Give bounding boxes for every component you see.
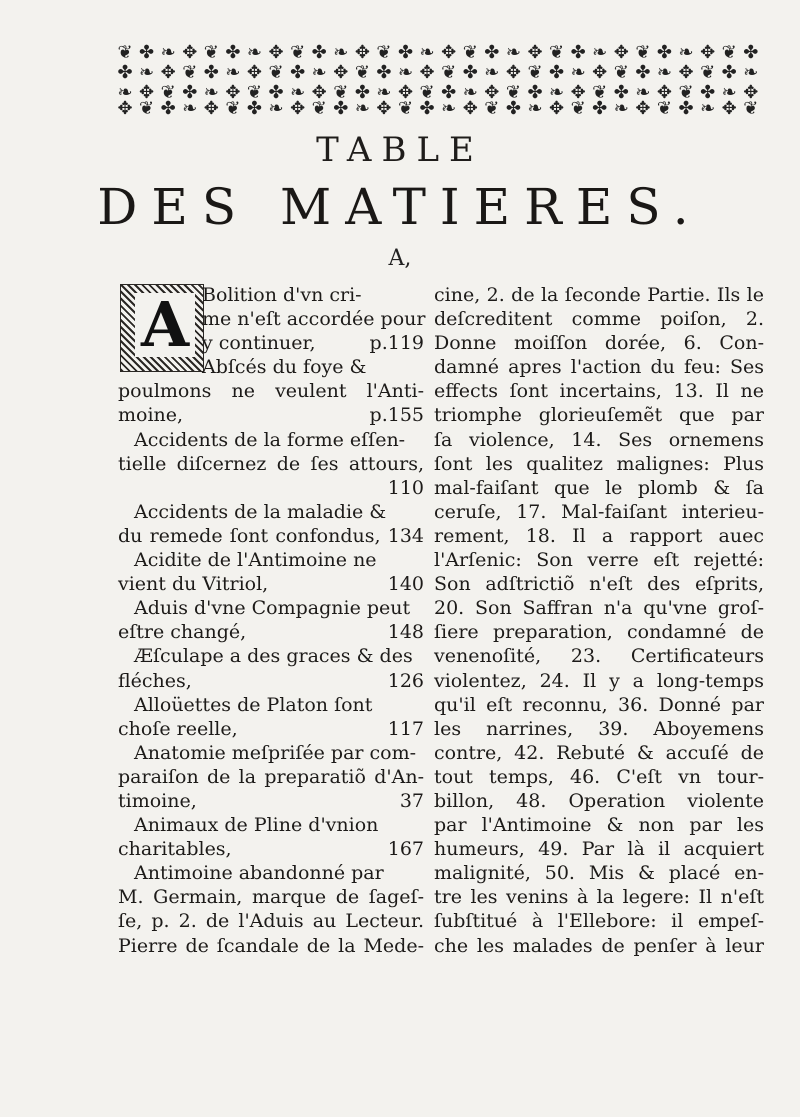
ornament-glyph: ✥ [549, 98, 565, 118]
ornament-glyph: ❦ [656, 98, 672, 118]
ornament-glyph: ❧ [419, 42, 435, 63]
section-letter: A, [388, 246, 412, 271]
ornament-glyph: ❧ [656, 62, 672, 83]
ornament-glyph: ✤ [290, 62, 306, 83]
ornament-glyph: ✥ [462, 98, 478, 118]
ornament-glyph: ❦ [290, 42, 306, 63]
index-entry-line: tout temps, 46. C'eſt vn tour- [434, 765, 764, 788]
left-column [118, 283, 424, 958]
ornament-glyph: ❦ [246, 82, 263, 103]
index-entry-line: deſcreditent comme poiſon, 2. [434, 308, 764, 331]
index-entry-line: ceruſe, 17. Mal-faiſant interieu- [434, 500, 764, 523]
index-entry-line: Aduis d'vne Compagnie peut [134, 597, 411, 620]
ornament-glyph: ✤ [700, 82, 716, 103]
ornament-glyph: ❦ [721, 42, 737, 63]
index-entry-line: rement, 18. Il a rapport auec [434, 524, 764, 547]
drop-cap-letter: A [135, 293, 195, 357]
ornament-glyph: ✤ [462, 62, 478, 83]
entry-text: moine, [118, 404, 184, 427]
ornament-glyph: ❧ [311, 62, 327, 83]
page-number: p.155 [369, 404, 424, 427]
index-entry-line: tre les venins à la legere: Il n'eſt [434, 886, 764, 909]
ornament-glyph: ❦ [117, 42, 133, 63]
index-entry-line: tielle diſcernez de ſes attours, [118, 452, 424, 475]
entry-text: fléches, [118, 669, 192, 692]
ornament-glyph: ❦ [527, 62, 543, 83]
ornament-glyph: ✤ [484, 42, 500, 63]
ornament-glyph: ✥ [527, 42, 543, 63]
index-entry-line [118, 837, 424, 861]
ornament-glyph: ❦ [182, 62, 198, 83]
ornament-glyph: ✤ [311, 42, 327, 63]
ornament-glyph: ❧ [700, 98, 716, 118]
ornament-glyph: ✤ [268, 82, 284, 103]
ornament-glyph: ❧ [592, 42, 608, 63]
ornament-glyph: ✥ [635, 98, 651, 118]
ornament-glyph: ❧ [441, 98, 457, 118]
index-entry-line [118, 572, 424, 596]
index-entry-line: che les malades de penſer à leur [434, 934, 764, 957]
ornament-glyph: ✤ [570, 42, 586, 63]
ornament-glyph: ❦ [441, 62, 457, 83]
ornament-glyph: ✤ [527, 82, 543, 103]
ornament-glyph: ✤ [592, 98, 608, 118]
ornament-glyph: ❦ [160, 82, 176, 103]
page-number: 126 [387, 669, 424, 692]
index-entry-line: ſubſtitué à l'Ellebore: il empeſ- [434, 910, 764, 933]
page-number: 148 [387, 621, 424, 644]
ornament-glyph: ✥ [700, 42, 716, 63]
ornament-glyph: ❧ [225, 62, 241, 83]
ornament-glyph: ✥ [268, 42, 284, 63]
ornament-glyph: ✥ [397, 82, 414, 103]
ornament-glyph: ✤ [225, 42, 241, 63]
ornament-glyph: ✥ [182, 42, 198, 63]
ornament-glyph: ✥ [225, 82, 241, 103]
ornament-glyph: ❧ [613, 98, 629, 118]
ornament-glyph: ❧ [160, 42, 176, 63]
entry-text: charitables, [118, 838, 232, 861]
ornament-glyph: ❧ [333, 42, 349, 63]
index-entry-line: ſa violence, 14. Ses ornemens [434, 428, 764, 451]
ornament-glyph: ✤ [182, 82, 198, 103]
page-subtitle: DES MATIERES. [97, 178, 703, 236]
page-number: 37 [399, 789, 424, 812]
index-entry-line: billon, 48. Operation violente [434, 789, 764, 812]
ornament-glyph: ❦ [592, 82, 608, 103]
ornament-glyph: ✥ [117, 98, 133, 118]
ornament-glyph: ❦ [462, 42, 478, 63]
page-title: TABLE [316, 130, 484, 170]
index-entry-line: ſiere preparation, condamné de [434, 621, 764, 644]
ornament-glyph: ✥ [311, 82, 327, 103]
index-entry-line: Æſculape a des graces & des [134, 645, 413, 668]
index-entry-line [118, 620, 424, 644]
index-entry-line: Accidents de la forme eſſen- [134, 428, 406, 451]
ornament-glyph: ❦ [700, 62, 716, 83]
ornament-glyph: ✤ [656, 42, 672, 63]
ornament-glyph: ✥ [290, 98, 306, 118]
ornament-glyph: ✥ [678, 62, 694, 83]
page-number: 140 [387, 573, 424, 596]
ornament-glyph: ❦ [333, 82, 349, 103]
index-entry-line: l'Arſenic: Son verre eſt rejetté: [434, 549, 764, 572]
ornament-glyph: ❦ [311, 98, 327, 118]
index-entry-line: Alloüettes de Platon ſont [134, 693, 373, 716]
ornament-glyph: ✥ [160, 62, 176, 83]
ornament-glyph: ❧ [139, 62, 155, 83]
ornament-glyph: ❦ [678, 82, 694, 103]
ornament-glyph: ❧ [462, 82, 478, 103]
ornament-glyph: ❦ [354, 62, 370, 83]
ornament-glyph: ❧ [505, 42, 521, 63]
ornament-glyph: ❧ [246, 42, 263, 63]
ornament-glyph: ❦ [376, 42, 392, 63]
index-entry-line: damné apres l'action du feu: Ses [434, 356, 764, 379]
entry-text: choſe reelle, [118, 717, 238, 740]
ornament-glyph: ✤ [203, 62, 219, 83]
ornament-glyph: ✥ [419, 62, 435, 83]
index-entry-line: par l'Antimoine & non par les [434, 814, 764, 837]
index-entry-line: Bolition d'vn cri- [202, 284, 362, 306]
ornament-row [116, 44, 760, 62]
ornament-glyph: ✥ [203, 98, 219, 118]
page-number: p.119 [369, 332, 424, 355]
ornament-row [116, 64, 760, 82]
ornament-glyph: ❧ [527, 98, 543, 118]
entry-text: y continuer, [202, 332, 316, 355]
ornament-glyph: ❧ [721, 82, 737, 103]
ornament-glyph: ❧ [182, 98, 198, 118]
index-entry-line: mal-faiſant que le plomb & ſa [434, 476, 764, 499]
ornament-glyph: ❦ [570, 98, 586, 118]
ornament-glyph: ❧ [397, 62, 414, 83]
ornament-glyph: ✤ [246, 98, 263, 118]
index-entry-line: poulmons ne veulent l'Anti- [118, 380, 424, 403]
index-entry-line [118, 331, 424, 355]
index-entry-line: Accidents de la maladie & [134, 500, 387, 523]
page-number: 167 [387, 838, 424, 861]
ornament-glyph: ❦ [743, 98, 759, 118]
ornament-glyph: ❧ [117, 82, 133, 103]
index-entry-line: qu'il eſt reconnu, 36. Donné par [434, 693, 764, 716]
index-entry-line: triomphe glorieuſemẽt que par [434, 404, 764, 427]
ornament-glyph: ❦ [225, 98, 241, 118]
ornament-glyph: ❧ [743, 62, 759, 83]
index-entry-line: 20. Son Saffran n'a qu'vne groſ- [434, 597, 764, 620]
ornament-glyph: ❧ [549, 82, 565, 103]
page-number: 117 [387, 717, 424, 740]
ornament-glyph: ✥ [592, 62, 608, 83]
ornament-glyph: ✤ [505, 98, 521, 118]
index-entry-line: Anatomie meſpriſée par com- [134, 741, 417, 764]
ornament-glyph: ✥ [505, 62, 521, 83]
ornament-glyph: ✤ [139, 42, 155, 63]
index-entry-line: Son adſtrictiõ n'eſt des eſprits, [434, 573, 764, 596]
index-entry-line: humeurs, 49. Par là il acquiert [434, 838, 764, 861]
ornament-glyph: ❧ [484, 62, 500, 83]
ornament-glyph: ❧ [570, 62, 586, 83]
ornament-glyph: ❦ [484, 98, 500, 118]
ornament-glyph: ✤ [376, 62, 392, 83]
ornament-glyph: ❦ [139, 98, 155, 118]
index-entry-line [118, 789, 424, 813]
ornament-glyph: ❦ [203, 42, 219, 63]
index-entry-line: venenoſité, 23. Certificateurs [434, 645, 764, 668]
index-entry-line: du remede ſont confondus, 134 [118, 524, 424, 547]
ornament-glyph: ✤ [117, 62, 133, 83]
entry-text: eſtre changé, [118, 621, 247, 644]
index-entry-line: malignité, 50. Mis & placé en- [434, 862, 764, 885]
ornament-glyph: ✤ [678, 98, 694, 118]
index-entry-line: cine, 2. de la ſeconde Partie. Ils le [434, 284, 764, 306]
ornament-glyph: ✥ [246, 62, 263, 83]
ornament-row [116, 100, 760, 118]
ornament-glyph: ✤ [354, 82, 370, 103]
ornament-glyph: ❧ [376, 82, 392, 103]
ornament-glyph: ✤ [613, 82, 629, 103]
ornament-glyph: ❦ [505, 82, 521, 103]
ornament-glyph: ✤ [419, 98, 435, 118]
ornament-glyph: ✤ [333, 98, 349, 118]
ornament-glyph: ❦ [419, 82, 435, 103]
ornament-glyph: ❧ [203, 82, 219, 103]
ornament-glyph: ✥ [743, 82, 759, 103]
ornament-glyph: ✤ [441, 82, 457, 103]
index-entry-line: me n'eſt accordée pour [202, 308, 426, 331]
index-entry-line: Acidite de l'Antimoine ne [134, 549, 377, 572]
index-entry-line: Animaux de Pline d'vnion [134, 814, 379, 837]
ornament-glyph: ✥ [376, 98, 392, 118]
ornament-glyph: ❧ [354, 98, 370, 118]
index-entry-line: Antimoine abandonné par [134, 862, 384, 885]
index-entry-line: 110 [387, 476, 424, 499]
ornament-glyph: ❦ [397, 98, 414, 118]
index-entry-line: Abſcés du foye & [202, 356, 367, 379]
ornament-glyph: ✤ [635, 62, 651, 83]
ornament-glyph: ❧ [678, 42, 694, 63]
ornament-band [116, 40, 760, 118]
index-entry-line [118, 717, 424, 741]
ornament-glyph: ✤ [160, 98, 176, 118]
ornament-glyph: ✥ [613, 42, 629, 63]
ornament-glyph: ✥ [354, 42, 370, 63]
ornament-glyph: ❦ [635, 42, 651, 63]
index-entry-line: effects ſont incertains, 13. Il ne [434, 380, 764, 403]
ornament-glyph: ✥ [656, 82, 672, 103]
ornament-glyph: ✥ [484, 82, 500, 103]
index-entry-line: paraiſon de la preparatiõ d'An- [118, 765, 424, 788]
ornament-glyph: ✥ [333, 62, 349, 83]
ornament-glyph: ❧ [635, 82, 651, 103]
index-entry-line: ſe, p. 2. de l'Aduis au Lecteur. [118, 910, 424, 933]
ornament-glyph: ✥ [721, 98, 737, 118]
ornament-glyph: ❦ [268, 62, 284, 83]
index-entry-line: violentez, 24. Il y a long-temps [434, 669, 764, 692]
index-entry-line: les narrines, 39. Aboyemens [434, 717, 764, 740]
index-entry-line: contre, 42. Rebuté & accuſé de [434, 741, 764, 764]
ornament-glyph: ✥ [139, 82, 155, 103]
index-entry-line [118, 669, 424, 693]
ornament-glyph: ❧ [290, 82, 306, 103]
ornament-glyph: ✥ [570, 82, 586, 103]
ornament-glyph: ✤ [721, 62, 737, 83]
index-entry-line: Pierre de ſcandale de la Mede- [118, 934, 424, 957]
index-entry-line: Donne moiſſon dorée, 6. Con- [434, 332, 764, 355]
index-entry-line: ſont les qualitez malignes: Plus [434, 452, 764, 475]
index-entry-line: M. Germain, marque de ſageſ- [118, 886, 424, 909]
ornament-glyph: ✤ [397, 42, 414, 63]
ornament-glyph: ✤ [743, 42, 759, 63]
entry-text: timoine, [118, 789, 197, 812]
index-entry-line [118, 403, 424, 427]
right-column [434, 283, 764, 958]
ornament-glyph: ✥ [441, 42, 457, 63]
entry-text: vient du Vitriol, [118, 573, 269, 596]
ornament-glyph: ✤ [549, 62, 565, 83]
ornament-glyph: ❧ [268, 98, 284, 118]
ornament-glyph: ❦ [549, 42, 565, 63]
ornament-glyph: ❦ [613, 62, 629, 83]
